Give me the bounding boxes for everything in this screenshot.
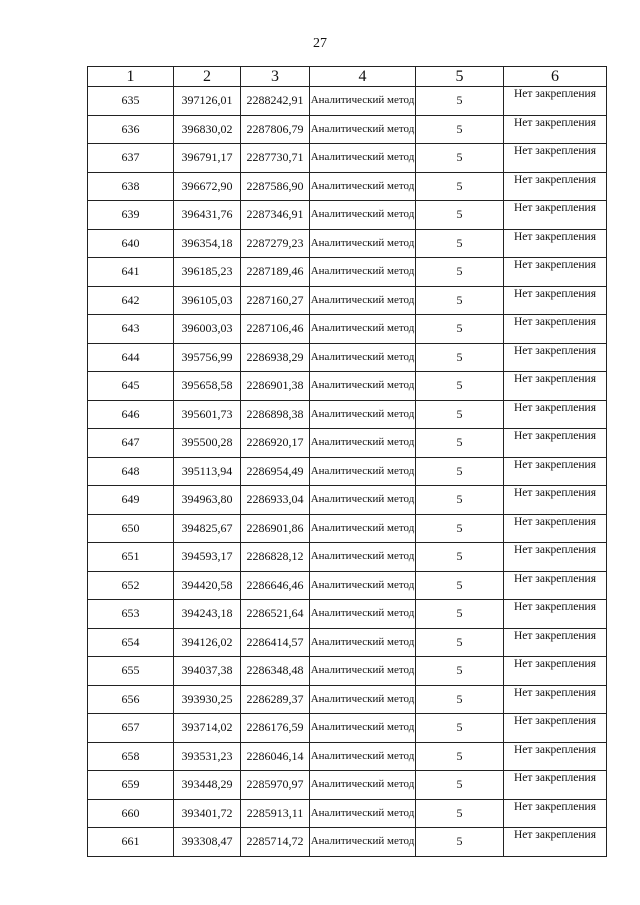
table-row (88, 657, 607, 686)
method-cell: Аналитический метод (310, 600, 416, 629)
table-row (88, 685, 607, 714)
table-row (88, 201, 607, 230)
y-coordinate-cell: 2285714,72 (241, 828, 310, 857)
accuracy-cell: 5 (416, 429, 504, 458)
y-coordinate-cell: 2286646,46 (241, 571, 310, 600)
x-coordinate-cell: 393308,47 (174, 828, 241, 857)
point-number-cell: 638 (88, 172, 174, 201)
point-number-cell: 653 (88, 600, 174, 629)
y-coordinate-cell: 2286898,38 (241, 400, 310, 429)
method-cell: Аналитический метод (310, 258, 416, 287)
fixation-cell: Нет закрепления (504, 486, 607, 515)
accuracy-cell: 5 (416, 457, 504, 486)
x-coordinate-cell: 396431,76 (174, 201, 241, 230)
x-coordinate-cell: 393448,29 (174, 771, 241, 800)
method-cell: Аналитический метод (310, 771, 416, 800)
x-coordinate-cell: 397126,01 (174, 87, 241, 116)
method-cell: Аналитический метод (310, 457, 416, 486)
table-row (88, 343, 607, 372)
method-cell: Аналитический метод (310, 115, 416, 144)
accuracy-cell: 5 (416, 343, 504, 372)
accuracy-cell: 5 (416, 714, 504, 743)
fixation-cell: Нет закрепления (504, 172, 607, 201)
point-number-cell: 651 (88, 543, 174, 572)
point-number-cell: 654 (88, 628, 174, 657)
x-coordinate-cell: 396185,23 (174, 258, 241, 287)
x-coordinate-cell: 394963,80 (174, 486, 241, 515)
fixation-cell: Нет закрепления (504, 372, 607, 401)
y-coordinate-cell: 2286901,38 (241, 372, 310, 401)
x-coordinate-cell: 396354,18 (174, 229, 241, 258)
column-header: 1 (88, 67, 174, 87)
accuracy-cell: 5 (416, 144, 504, 173)
x-coordinate-cell: 394243,18 (174, 600, 241, 629)
fixation-cell: Нет закрепления (504, 429, 607, 458)
x-coordinate-cell: 393531,23 (174, 742, 241, 771)
fixation-cell: Нет закрепления (504, 685, 607, 714)
fixation-cell: Нет закрепления (504, 799, 607, 828)
x-coordinate-cell: 395658,58 (174, 372, 241, 401)
y-coordinate-cell: 2285970,97 (241, 771, 310, 800)
y-coordinate-cell: 2287346,91 (241, 201, 310, 230)
accuracy-cell: 5 (416, 828, 504, 857)
fixation-cell: Нет закрепления (504, 343, 607, 372)
point-number-cell: 641 (88, 258, 174, 287)
point-number-cell: 661 (88, 828, 174, 857)
accuracy-cell: 5 (416, 115, 504, 144)
accuracy-cell: 5 (416, 742, 504, 771)
x-coordinate-cell: 394126,02 (174, 628, 241, 657)
fixation-cell: Нет закрепления (504, 201, 607, 230)
fixation-cell: Нет закрепления (504, 229, 607, 258)
x-coordinate-cell: 393401,72 (174, 799, 241, 828)
y-coordinate-cell: 2287586,90 (241, 172, 310, 201)
y-coordinate-cell: 2288242,91 (241, 87, 310, 116)
accuracy-cell: 5 (416, 486, 504, 515)
table-row (88, 457, 607, 486)
table-row (88, 144, 607, 173)
x-coordinate-cell: 396830,02 (174, 115, 241, 144)
accuracy-cell: 5 (416, 172, 504, 201)
fixation-cell: Нет закрепления (504, 657, 607, 686)
method-cell: Аналитический метод (310, 201, 416, 230)
table-row (88, 258, 607, 287)
y-coordinate-cell: 2287730,71 (241, 144, 310, 173)
table-row (88, 400, 607, 429)
point-number-cell: 660 (88, 799, 174, 828)
accuracy-cell: 5 (416, 514, 504, 543)
fixation-cell: Нет закрепления (504, 543, 607, 572)
method-cell: Аналитический метод (310, 372, 416, 401)
table-row (88, 229, 607, 258)
table-row (88, 742, 607, 771)
table-row (88, 286, 607, 315)
x-coordinate-cell: 393714,02 (174, 714, 241, 743)
x-coordinate-cell: 395756,99 (174, 343, 241, 372)
method-cell: Аналитический метод (310, 799, 416, 828)
table-row (88, 172, 607, 201)
method-cell: Аналитический метод (310, 742, 416, 771)
column-header: 5 (416, 67, 504, 87)
method-cell: Аналитический метод (310, 343, 416, 372)
table-row (88, 429, 607, 458)
y-coordinate-cell: 2286938,29 (241, 343, 310, 372)
table-body (88, 87, 607, 857)
accuracy-cell: 5 (416, 600, 504, 629)
fixation-cell: Нет закрепления (504, 771, 607, 800)
point-number-cell: 652 (88, 571, 174, 600)
y-coordinate-cell: 2287806,79 (241, 115, 310, 144)
fixation-cell: Нет закрепления (504, 714, 607, 743)
header-row (88, 67, 607, 87)
point-number-cell: 635 (88, 87, 174, 116)
accuracy-cell: 5 (416, 87, 504, 116)
x-coordinate-cell: 395113,94 (174, 457, 241, 486)
table-row (88, 600, 607, 629)
x-coordinate-cell: 396105,03 (174, 286, 241, 315)
table-row (88, 486, 607, 515)
table-row (88, 315, 607, 344)
point-number-cell: 648 (88, 457, 174, 486)
fixation-cell: Нет закрепления (504, 600, 607, 629)
accuracy-cell: 5 (416, 657, 504, 686)
method-cell: Аналитический метод (310, 429, 416, 458)
y-coordinate-cell: 2286289,37 (241, 685, 310, 714)
table-row (88, 514, 607, 543)
fixation-cell: Нет закрепления (504, 144, 607, 173)
method-cell: Аналитический метод (310, 172, 416, 201)
fixation-cell: Нет закрепления (504, 258, 607, 287)
method-cell: Аналитический метод (310, 514, 416, 543)
coordinates-table (87, 66, 607, 857)
table-row (88, 571, 607, 600)
y-coordinate-cell: 2286046,14 (241, 742, 310, 771)
x-coordinate-cell: 394825,67 (174, 514, 241, 543)
table-row (88, 799, 607, 828)
method-cell: Аналитический метод (310, 571, 416, 600)
y-coordinate-cell: 2287189,46 (241, 258, 310, 287)
y-coordinate-cell: 2286828,12 (241, 543, 310, 572)
y-coordinate-cell: 2286414,57 (241, 628, 310, 657)
method-cell: Аналитический метод (310, 543, 416, 572)
x-coordinate-cell: 393930,25 (174, 685, 241, 714)
point-number-cell: 658 (88, 742, 174, 771)
accuracy-cell: 5 (416, 685, 504, 714)
table-row (88, 828, 607, 857)
method-cell: Аналитический метод (310, 628, 416, 657)
point-number-cell: 656 (88, 685, 174, 714)
point-number-cell: 645 (88, 372, 174, 401)
y-coordinate-cell: 2286348,48 (241, 657, 310, 686)
table-row (88, 543, 607, 572)
x-coordinate-cell: 394593,17 (174, 543, 241, 572)
method-cell: Аналитический метод (310, 657, 416, 686)
point-number-cell: 637 (88, 144, 174, 173)
method-cell: Аналитический метод (310, 144, 416, 173)
fixation-cell: Нет закрепления (504, 514, 607, 543)
method-cell: Аналитический метод (310, 714, 416, 743)
y-coordinate-cell: 2286954,49 (241, 457, 310, 486)
accuracy-cell: 5 (416, 372, 504, 401)
y-coordinate-cell: 2285913,11 (241, 799, 310, 828)
y-coordinate-cell: 2286901,86 (241, 514, 310, 543)
accuracy-cell: 5 (416, 543, 504, 572)
method-cell: Аналитический метод (310, 87, 416, 116)
table-row (88, 87, 607, 116)
accuracy-cell: 5 (416, 799, 504, 828)
column-header: 3 (241, 67, 310, 87)
table-row (88, 372, 607, 401)
accuracy-cell: 5 (416, 400, 504, 429)
fixation-cell: Нет закрепления (504, 286, 607, 315)
accuracy-cell: 5 (416, 571, 504, 600)
x-coordinate-cell: 396672,90 (174, 172, 241, 201)
x-coordinate-cell: 396003,03 (174, 315, 241, 344)
point-number-cell: 655 (88, 657, 174, 686)
point-number-cell: 646 (88, 400, 174, 429)
y-coordinate-cell: 2286920,17 (241, 429, 310, 458)
y-coordinate-cell: 2287106,46 (241, 315, 310, 344)
fixation-cell: Нет закрепления (504, 400, 607, 429)
point-number-cell: 647 (88, 429, 174, 458)
point-number-cell: 642 (88, 286, 174, 315)
point-number-cell: 639 (88, 201, 174, 230)
x-coordinate-cell: 395601,73 (174, 400, 241, 429)
accuracy-cell: 5 (416, 628, 504, 657)
accuracy-cell: 5 (416, 771, 504, 800)
method-cell: Аналитический метод (310, 315, 416, 344)
x-coordinate-cell: 395500,28 (174, 429, 241, 458)
y-coordinate-cell: 2286933,04 (241, 486, 310, 515)
accuracy-cell: 5 (416, 229, 504, 258)
fixation-cell: Нет закрепления (504, 457, 607, 486)
page-number: 27 (313, 36, 327, 51)
fixation-cell: Нет закрепления (504, 828, 607, 857)
method-cell: Аналитический метод (310, 286, 416, 315)
method-cell: Аналитический метод (310, 229, 416, 258)
y-coordinate-cell: 2286521,64 (241, 600, 310, 629)
y-coordinate-cell: 2287160,27 (241, 286, 310, 315)
y-coordinate-cell: 2287279,23 (241, 229, 310, 258)
x-coordinate-cell: 396791,17 (174, 144, 241, 173)
column-header: 2 (174, 67, 241, 87)
y-coordinate-cell: 2286176,59 (241, 714, 310, 743)
method-cell: Аналитический метод (310, 685, 416, 714)
fixation-cell: Нет закрепления (504, 571, 607, 600)
accuracy-cell: 5 (416, 286, 504, 315)
table-row (88, 115, 607, 144)
accuracy-cell: 5 (416, 201, 504, 230)
point-number-cell: 659 (88, 771, 174, 800)
method-cell: Аналитический метод (310, 828, 416, 857)
column-header: 4 (310, 67, 416, 87)
table-row (88, 714, 607, 743)
fixation-cell: Нет закрепления (504, 115, 607, 144)
point-number-cell: 644 (88, 343, 174, 372)
point-number-cell: 640 (88, 229, 174, 258)
method-cell: Аналитический метод (310, 400, 416, 429)
fixation-cell: Нет закрепления (504, 628, 607, 657)
point-number-cell: 649 (88, 486, 174, 515)
point-number-cell: 657 (88, 714, 174, 743)
x-coordinate-cell: 394420,58 (174, 571, 241, 600)
point-number-cell: 650 (88, 514, 174, 543)
point-number-cell: 643 (88, 315, 174, 344)
accuracy-cell: 5 (416, 258, 504, 287)
table-row (88, 771, 607, 800)
fixation-cell: Нет закрепления (504, 315, 607, 344)
fixation-cell: Нет закрепления (504, 742, 607, 771)
point-number-cell: 636 (88, 115, 174, 144)
column-header: 6 (504, 67, 607, 87)
x-coordinate-cell: 394037,38 (174, 657, 241, 686)
table-row (88, 628, 607, 657)
accuracy-cell: 5 (416, 315, 504, 344)
method-cell: Аналитический метод (310, 486, 416, 515)
fixation-cell: Нет закрепления (504, 87, 607, 116)
